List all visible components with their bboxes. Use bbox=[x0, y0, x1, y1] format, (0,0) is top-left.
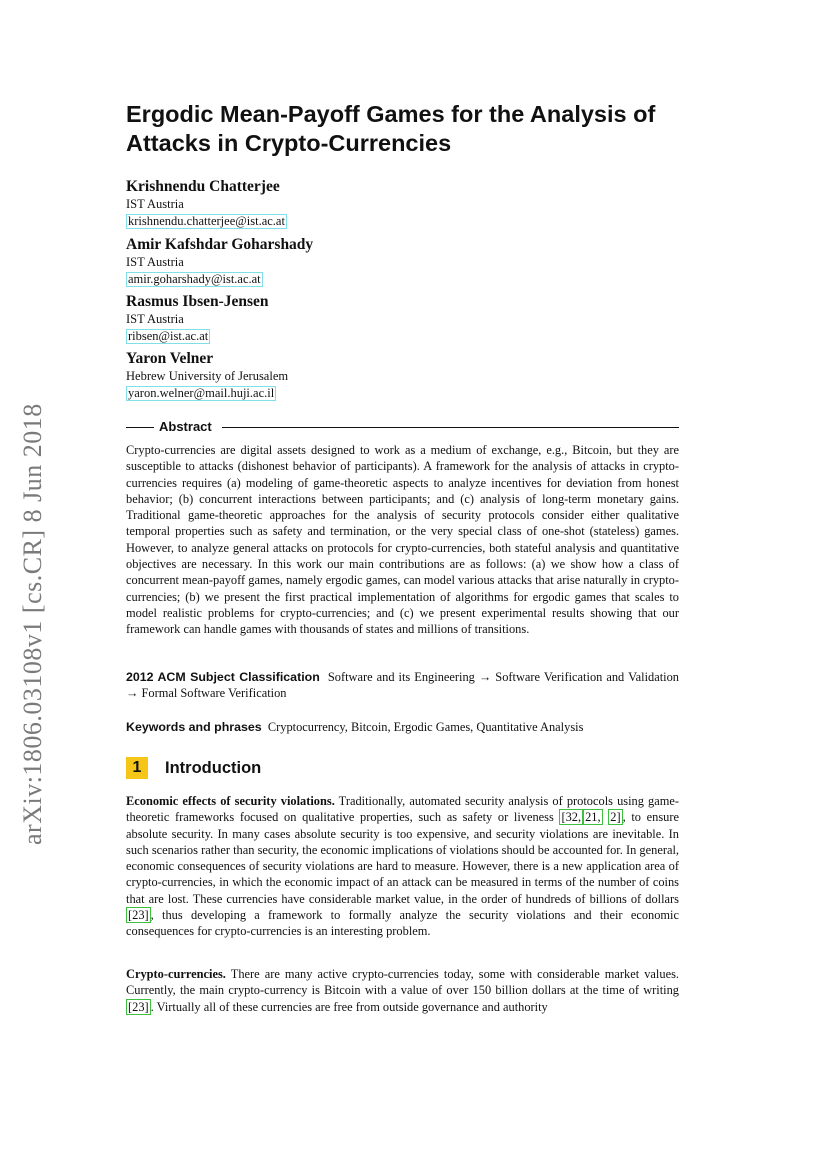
author-block bbox=[126, 177, 287, 230]
keywords-label: Keywords and phrases bbox=[126, 720, 262, 734]
paragraph-text: , to ensure absolute security. In many cases absolute security is too expensive, and security violations are inevitable. In such scenarios rather than security, the economic implications of violations should be accounted for. In general, economic consequences of security violations are hard to measure. However, there is a new application area of crypto-currencies, in which the economic impact of an attack can be measured in terms of the number of coins that are lost. These currencies have considerable market value, in the order of hundreds of billions of dollars bbox=[126, 810, 679, 906]
author-block bbox=[126, 235, 313, 288]
author-affiliation: IST Austria bbox=[126, 312, 184, 326]
intro-paragraph bbox=[126, 793, 679, 940]
citation-link[interactable]: [32, bbox=[561, 810, 582, 825]
author-block bbox=[126, 349, 288, 402]
section-number: 1 bbox=[126, 757, 148, 779]
divider bbox=[126, 427, 154, 428]
author-email-link[interactable]: krishnendu.chatterjee@ist.ac.at bbox=[128, 214, 285, 228]
author-name: Amir Kafshdar Goharshady bbox=[126, 236, 314, 253]
citation-link[interactable]: 21, bbox=[585, 810, 601, 825]
author-name: Krishnendu Chatterjee bbox=[126, 178, 280, 195]
author-block bbox=[126, 292, 269, 345]
arxiv-identifier: arXiv:1806.03108v1 [cs.CR] 8 Jun 2018 bbox=[18, 403, 47, 845]
citation-link[interactable]: 2] bbox=[610, 810, 621, 825]
abstract-text: Crypto-currencies are digital assets designed to work as a medium of exchange, e.g., Bitcoin, but they are susceptible to attacks (dishonest behavior of participants). A framework for the analysis of attacks in crypto-currencies requires (a) modeling of game-theoretic aspects to analyze incentives for deviation from honest behavior; (b) concurrent interactions between participants; and (c) analysis of long-term monetary gains. Traditional game-theoretic approaches for the analysis of security protocols consider either qualitative temporal properties such as safety and termination, or the very special class of one-shot (stateless) games. However, to analyze general attacks on protocols for crypto-currencies, both stateful analysis and quantitative objectives are necessary. In this work our main contributions are as follows: (a) we show how a class of concurrent mean-payoff games, namely ergodic games, can model various attacks that arise naturally in crypto-currencies; (b) we present the first practical implementation of algorithms for ergodic games that scales to model realistic problems for crypto-currencies; and (c) we present experimental results showing that our framework can handle games with thousands of states and millions of transitions. bbox=[126, 443, 679, 637]
keywords-text: Cryptocurrency, Bitcoin, Ergodic Games, Quantitative Analysis bbox=[267, 720, 584, 734]
author-name: Rasmus Ibsen-Jensen bbox=[126, 293, 269, 310]
paragraph-lead: Economic effects of security violations. bbox=[126, 794, 335, 808]
author-email-link[interactable]: ribsen@ist.ac.at bbox=[128, 329, 209, 343]
paragraph-lead: Crypto-currencies. bbox=[126, 967, 226, 981]
citation-link[interactable]: [23] bbox=[128, 908, 149, 923]
paragraph-text: Traditionally, automated security analysis of protocols using game-theoretic frameworks focused on qualitative properties, such as safety or liveness bbox=[126, 794, 679, 825]
intro-paragraph bbox=[126, 966, 679, 1015]
keywords bbox=[126, 719, 679, 735]
author-affiliation: IST Austria bbox=[126, 255, 184, 269]
acm-classification bbox=[126, 669, 679, 702]
acm-text: Software and its Engineering → Software Verification and Validation → Formal Software Verification bbox=[126, 670, 679, 701]
paragraph-text: . Virtually all of these currencies are free from outside governance and authority bbox=[150, 999, 548, 1014]
citation-link[interactable]: [23] bbox=[128, 999, 149, 1014]
abstract-heading bbox=[126, 419, 679, 435]
abstract-label: Abstract bbox=[159, 419, 212, 434]
divider bbox=[222, 427, 679, 428]
paper-title: Ergodic Mean-Payoff Games for the Analysis of Attacks in Crypto-Currencies bbox=[126, 101, 656, 156]
author-name: Yaron Velner bbox=[126, 350, 214, 367]
section-title: Introduction bbox=[165, 759, 262, 777]
author-affiliation: IST Austria bbox=[126, 197, 184, 211]
paragraph-text: , thus developing a framework to formally analyze the security violations and their economic consequences for crypto-currencies is an interesting problem. bbox=[126, 908, 679, 939]
paragraph-text: There are many active crypto-currencies today, some with considerable market values. Currently, the main crypto-currency is Bitcoin with a value of over 150 billion dollars at the time of writing bbox=[126, 967, 679, 998]
author-affiliation: Hebrew University of Jerusalem bbox=[126, 369, 289, 383]
author-email-link[interactable]: yaron.welner@mail.huji.ac.il bbox=[128, 386, 275, 400]
acm-label: 2012 ACM Subject Classification bbox=[126, 670, 320, 684]
author-email-link[interactable]: amir.goharshady@ist.ac.at bbox=[128, 272, 261, 286]
